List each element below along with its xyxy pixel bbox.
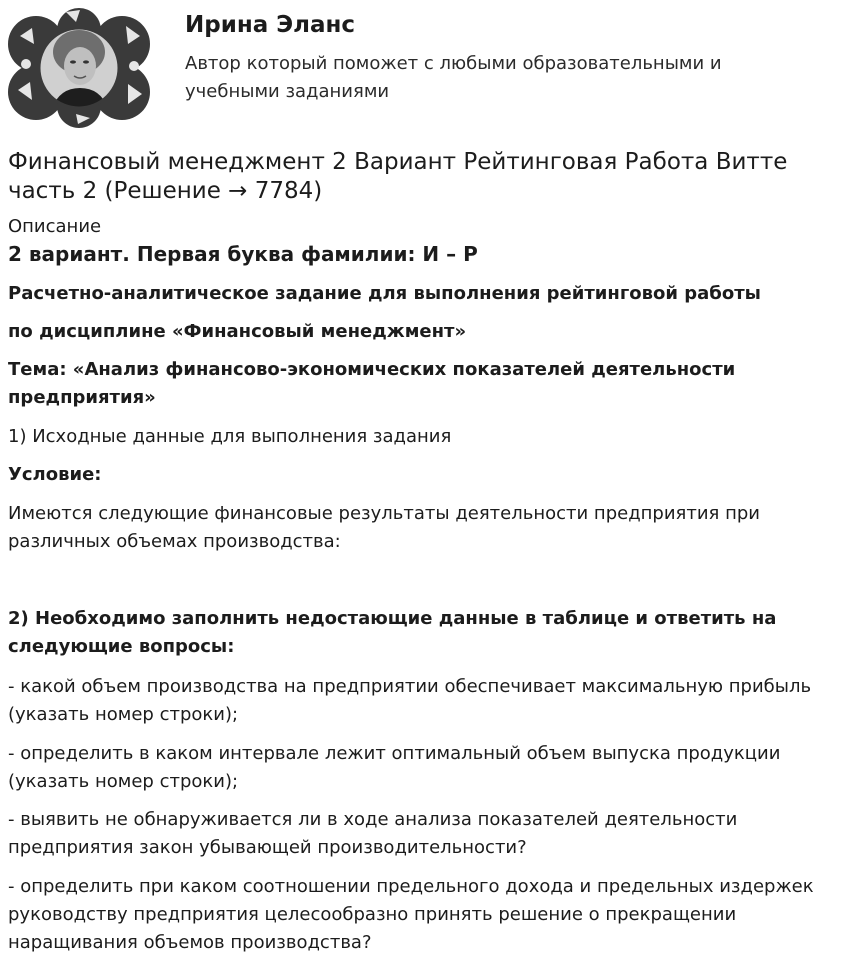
variant-heading: 2 вариант. Первая буква фамилии: И – Р xyxy=(8,242,478,266)
author-block xyxy=(0,0,847,140)
question-item: - определить в каком интервале лежит оптимальный объем выпуска продукции (указать номер строки); xyxy=(8,743,781,792)
film-reel-avatar-image xyxy=(6,6,152,128)
question-item: - определить при каком соотношении предельного дохода и предельных издержек руководству предприятия целесообразно принять решение о прекращении наращивания объемов производства? xyxy=(8,876,814,953)
section-1-heading: 1) Исходные данные для выполнения задания xyxy=(8,426,452,447)
question-item: - выявить не обнаруживается ли в ходе анализа показателей деятельности предприятия закон убывающей производительности? xyxy=(8,809,738,858)
description-label: Описание xyxy=(8,216,102,237)
author-name[interactable]: Ирина Эланс xyxy=(185,12,356,38)
page-title: Финансовый менеджмент 2 Вариант Рейтинговая Работа Витте часть 2 (Решение → 7784) xyxy=(8,149,788,204)
condition-text: Имеются следующие финансовые результаты деятельности предприятия при различных объемах производства: xyxy=(8,503,760,552)
author-avatar xyxy=(6,6,152,128)
section-2-heading: 2) Необходимо заполнить недостающие данные в таблице и ответить на следующие вопросы: xyxy=(8,608,777,657)
task-line-1: Расчетно-аналитическое задание для выполнения рейтинговой работы xyxy=(8,283,761,304)
condition-label: Условие: xyxy=(8,464,102,485)
task-line-2: по дисциплине «Финансовый менеджмент» xyxy=(8,321,467,342)
topic-text: Тема: «Анализ финансово-экономических показателей деятельности предприятия» xyxy=(8,359,736,408)
question-item: - какой объем производства на предприятии обеспечивает максимальную прибыль (указать номер строки); xyxy=(8,676,812,725)
author-description: Автор который поможет с любыми образовательными и учебными заданиями xyxy=(185,53,722,102)
